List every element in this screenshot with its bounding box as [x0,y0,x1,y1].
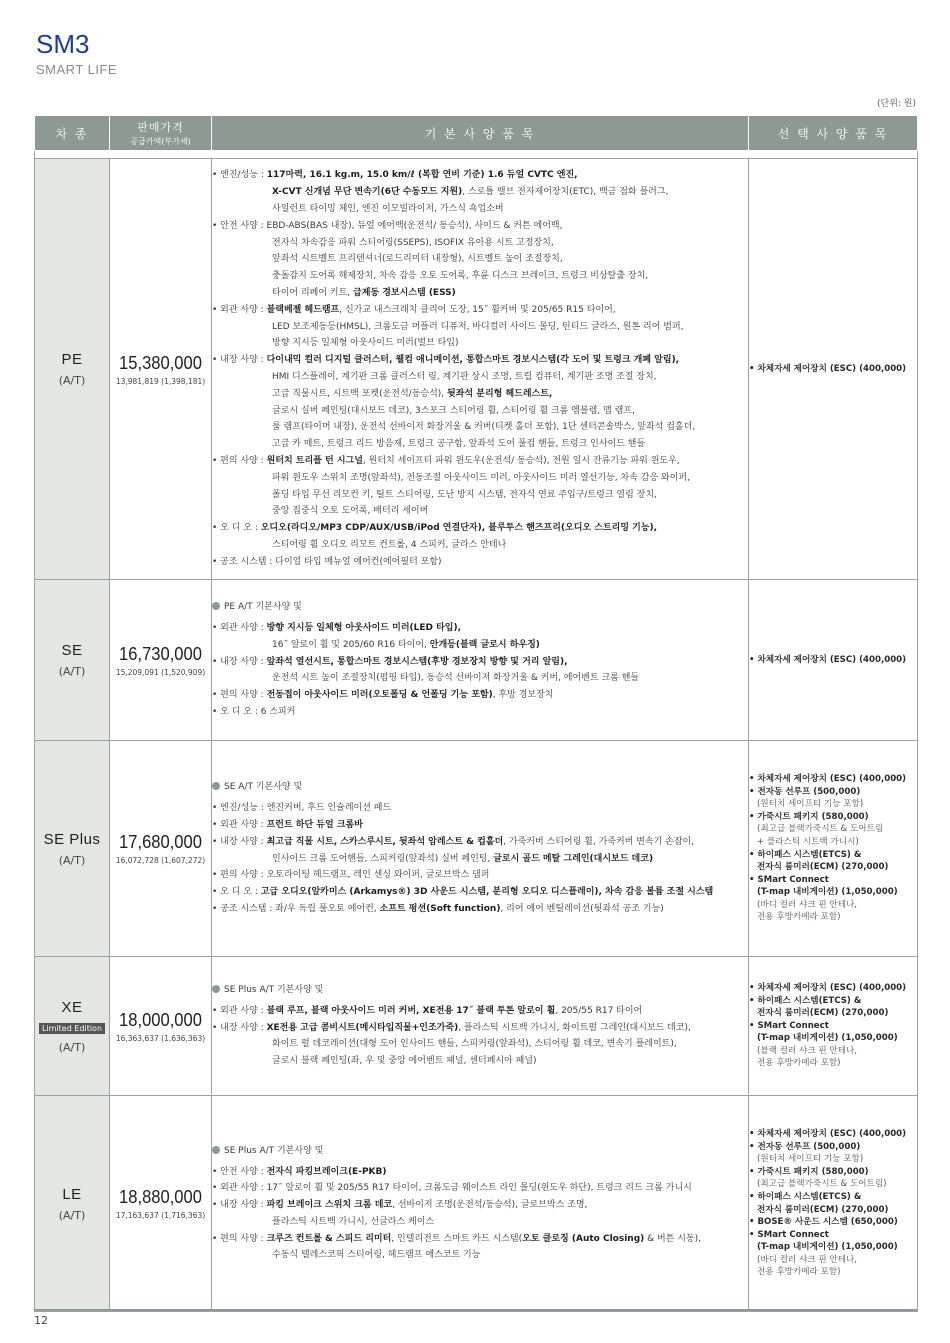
basic-features-cell [212,1096,749,1312]
feature-text: , 선바이저 조명(운전석/동승석), 글로브박스 조명, [392,1200,588,1211]
base-spec-intro-text: SE A/T 기본사양 및 [224,782,303,793]
table-row [35,580,918,741]
feature-line [212,369,748,386]
option-item: (T-map 내비게이션) (1,050,000) [757,1242,898,1253]
feature-text: • 내장 사양 : [212,836,267,847]
feature-text: • 편의 사양 : [212,1233,267,1244]
option-item: • 전자동 선루프 (500,000) [749,1141,861,1152]
base-spec-intro-text: SE Plus A/T 기본사양 및 [224,985,324,995]
feature-text: , 후방 경보장치 [492,690,554,701]
option-item: • 가죽시트 패키지 (580,000) [749,1166,869,1177]
option-item: (원터치 세이프티 기능 포함) [757,1154,864,1165]
feature-line [212,620,748,637]
price-spec-table [34,115,918,1312]
sale-price: 18,000,000 [119,1009,202,1030]
feature-line [212,319,748,336]
feature-text: 타이어 리페어 키트, [272,288,353,299]
header-optional-features: 선 택 사 양 품 목 [749,116,918,151]
feature-text: 전동접이 아웃사이드 미러(오토폴딩 & 언폴딩 기능 포함) [266,690,493,701]
feature-line [212,817,748,834]
option-item: 전용 후방카메라 포함) [757,1058,841,1069]
option-item: • 차체자세 제어장치 (ESC) (400,000) [749,1128,907,1139]
basic-features-cell [212,957,749,1096]
feature-line [212,251,748,268]
price-cell [110,580,212,741]
feature-text: 블랙베젤 헤드램프 [266,304,340,315]
trim-name: SE Plus [43,830,101,848]
feature-text: XE전용 고급 콤비시트(메시타입직물+인조가죽) [266,1022,459,1033]
feature-line [212,537,748,554]
feature-text: 플라스틱 시트백 가니시, 선글라스 케이스 [272,1216,435,1227]
feature-text: • 안전 사양 : EBD-ABS(BAS 내장), 듀얼 에어백(운전석/ 동승석), 사이드 & 커튼 에어백, [212,220,563,231]
feature-text: • 내장 사양 : [212,355,267,366]
trim-cell [35,741,110,957]
option-item: • BOSE® 사운드 시스템 (650,000) [749,1217,898,1228]
feature-line [212,453,748,470]
feature-text: 소프트 펑션(Soft function) [379,903,501,914]
model-subtitle: SMART LIFE [36,62,118,77]
header-price: 판매가격 공급가액(부가세) [110,116,212,151]
header-basic-features: 기 본 사 양 품 목 [212,116,749,151]
option-item: (T-map 내비게이션) (1,050,000) [757,1033,898,1044]
feature-text: HMI 디스플레이, 계기판 크롬 클러스터 링, 계기판 상시 조명, 트립 컴퓨터, 계기판 조명 조절 장치, [272,372,657,382]
feature-line [212,167,748,184]
option-item: • 차체자세 제어장치 (ESC) (400,000) [749,363,907,374]
feature-text: 수동식 텔레스코픽 스티어링, 헤드램프 에스코트 기능 [272,1250,481,1261]
option-item: • 차체자세 제어장치 (ESC) (400,000) [749,773,907,784]
option-item: 전자식 룸미러(ECM) (270,000) [757,1204,889,1215]
feature-text: 블랙 루프, 블랙 아웃사이드 미러 커버, XE전용 17˝ 블랙 투톤 알로이 휠 [266,1005,556,1016]
brand-header [36,30,117,77]
feature-line [212,1214,748,1231]
feature-line [212,235,748,252]
limited-edition-badge: Limited Edition [39,1023,105,1034]
basic-features-cell [212,580,749,741]
supply-price: 16,363,637 (1,636,363) [115,1033,206,1043]
feature-line [212,1247,748,1264]
sale-price: 18,880,000 [119,1187,202,1207]
feature-line [212,867,748,884]
feature-text: 뒷좌석 분리형 헤드레스트, [447,388,553,399]
option-item: • SMart Connect [749,1020,829,1031]
feature-text: 오토 클로징 (Auto Closing) [522,1233,645,1244]
feature-text: 고급 카 매트, 트렁크 리드 방음재, 트렁크 공구함, 앞좌석 도어 풀컵 핸들, 트렁크 인사이드 핸들 [272,439,646,450]
feature-text: 16˝ 알로이 휠 및 205/60 R16 타이어, [272,639,430,650]
feature-text: , 플라스틱 시트백 가니시, 화이트펄 그레인(대시보드 데코), [458,1022,691,1033]
feature-line [212,436,748,453]
bottom-rule [34,1309,917,1311]
feature-text: 고급 직물시트, 시트백 포켓(운전석/동승석), [272,388,448,399]
feature-line [212,1180,748,1197]
sale-price: 15,380,000 [119,352,202,373]
base-spec-intro [212,1143,748,1160]
feature-text: 글로시 블랙 페인팅(좌, 우 및 중앙 에어벤트 패널, 센터페시아 패널) [272,1056,537,1067]
feature-text: 크루즈 컨트롤 & 스피드 리미터 [266,1233,392,1244]
feature-text: 전자식 차속감응 파워 스티어링(SSEPS), ISOFIX 유아용 시트 고정장치, [272,237,554,248]
table-header-row [35,116,918,151]
optional-features-cell [749,159,918,580]
feature-text: 스티어링 휠 오디오 리모트 컨트롤, 4 스피커, 글라스 안테나 [272,539,507,550]
feature-text: • 내장 사양 : [212,1200,267,1211]
feature-text: 글로시 실버 페인팅(대시보드 데코), 3스포크 스티어링 휠, 스티어링 휠 크롬 엠블렘, 맵 램프, [272,405,635,416]
feature-line [212,1231,748,1248]
feature-line [212,670,748,687]
model-title: SM3 [36,29,90,59]
transmission-label: (A/T) [58,853,86,867]
optional-features-cell [749,1096,918,1312]
table-row [35,1096,918,1312]
supply-price: 13,981,819 (1,398,181) [115,376,206,386]
feature-text: 방향 지시등 일체형 아웃사이드 미러(벌브 타입) [272,338,459,349]
feature-line [212,419,748,436]
feature-text: • 외관 사양 : [212,1005,267,1016]
price-cell [110,159,212,580]
option-item: 전용 후방카메라 포함) [757,1267,841,1278]
unit-note: (단위: 원) [877,99,916,109]
option-item: • SMart Connect [749,1229,829,1240]
feature-line [212,884,748,901]
feature-text: • 편의 사양 : [212,690,267,701]
feature-line [212,1197,748,1214]
feature-text: • 외관 사양 : [212,623,267,633]
base-spec-intro-text: SE Plus A/T 기본사양 및 [224,1145,324,1156]
sale-price: 16,730,000 [119,643,202,664]
feature-text: , 신가교 내스크래치 클리어 도장, 15˝ 휠커버 및 205/65 R15 타이어, [339,304,616,315]
feature-text: 안개등(블랙 글로시 하우징) [429,639,540,650]
feature-text: 최고급 직물 시트, 스카스루시트, 뒷좌석 암레스트 & 컵홀더 [266,836,504,847]
trim-cell [35,159,110,580]
feature-text: , 인텔리전트 스마트 카드 시스템( [391,1233,523,1244]
feature-text: 화이트 펄 데코레이션(대형 도어 인사이드 핸들, 스피커링(앞좌석), 스티어링 휠 데코, 변속기 플레이트), [272,1039,677,1050]
trim-name: XE [61,998,83,1016]
basic-features-cell [212,741,749,957]
table-row [35,741,918,957]
feature-line [212,403,748,420]
feature-line [212,687,748,704]
feature-text: 중앙 집중식 오토 도어록, 배터리 세이버 [272,506,429,517]
feature-text: • 공조 시스템 : 좌/우 독립 풀오토 에어컨, [212,903,380,914]
feature-text: X-CVT 신개념 무단 변속기(6단 수동모드 지원) [272,187,463,198]
price-cell [110,741,212,957]
trim-name: LE [62,1185,82,1203]
feature-line [212,1003,748,1020]
feature-text: 룸 램프(타이머 내장), 운전석 선바이저 화장거울 & 커버(티켓 홀더 포함), 1단 센터콘솔박스, 앞좌석 컵홀더, [272,422,696,433]
feature-text: • 외관 사양 : [212,304,267,315]
transmission-label: (A/T) [58,1040,86,1054]
option-item: • SMart Connect [749,874,829,885]
trim-cell [35,1096,110,1312]
feature-text: 117마력, 16.1 kg.m, 15.0 km/ℓ (복합 연비 기준) 1.6 듀얼 CVTC 엔진, [266,170,578,181]
optional-features-cell [749,580,918,741]
feature-text: 앞좌석 열선시트, 통합스마트 경보시스템(후방 경보장치 방향 및 거리 알림), [266,656,568,667]
feature-text: , 원터치 세이프티 파워 윈도우(운전석/ 동승석), 전원 일시 잔류기능 파워 윈도우, [362,455,680,466]
feature-text: , 리어 에어 벤틸레이션(뒷좌석 공조 기능) [500,903,664,914]
feature-text: • 내장 사양 : [212,1022,267,1033]
feature-text: 인사이드 크롬 도어핸들, 스피커링(앞좌석) 실버 페인팅, [272,853,494,864]
feature-line [212,1020,748,1037]
feature-line [212,352,748,369]
trim-cell [35,580,110,741]
feature-text: • 오 디 오 : [212,523,261,534]
supply-price: 16,072,728 (1,607,272) [115,856,206,865]
feature-text: • 외관 사양 : [212,819,267,830]
header-trim: 차 종 [35,116,110,151]
table-row [35,159,918,580]
bullet-dot-icon [212,985,220,993]
feature-line [212,386,748,403]
feature-line [212,470,748,487]
feature-line [212,704,748,721]
optional-features-cell [749,957,918,1096]
price-cell [110,1096,212,1312]
feature-text: , 스로틀 밸브 전자제어장치(ETC), 백금 점화 플러그, [462,187,669,198]
feature-line [212,201,748,218]
feature-text: 파워 윈도우 스위치 조명(앞좌석), 전동조절 아웃사이드 미러, 아웃사이드 미러 열선기능, 차속 감응 와이퍼, [272,472,690,483]
optional-features-cell [749,741,918,957]
feature-text: 앞좌석 시트벨트 프리텐셔너(로드리미터 내장형), 시트벨트 높이 조절장치, [272,254,563,265]
feature-line [212,637,748,654]
feature-text: • 편의 사양 : [212,455,267,466]
bullet-dot-icon [212,782,220,790]
feature-text: 고급 오디오(알카미스 (Arkamys®) 3D 사운드 시스템, 분리형 오디오 디스플레이), 차속 감응 볼륨 조절 시스템 [260,887,714,898]
feature-text: 방향 지시등 일체형 아웃사이드 미러(LED 타입), [266,623,462,633]
transmission-label: (A/T) [58,374,86,387]
feature-text: 오디오(라디오/MP3 CDP/AUX/USB/iPod 연결단자), 블루투스 핸즈프리(오디오 스트리밍 기능), [260,523,658,534]
price-cell [110,957,212,1096]
feature-text: 운전석 시트 높이 조절장치(펌핑 타입), 동승석 선바이저 화장거울 & 커버, 에어벤트 크롬 핸들 [272,673,640,684]
transmission-label: (A/T) [58,1208,86,1222]
feature-line [212,554,748,571]
feature-text: 폴딩 타입 무선 리모컨 키, 틸트 스티어링, 도난 방지 시스템, 전자식 연료 주입구/트렁크 열림 장치, [272,489,657,500]
feature-text: • 외관 사양 : 17˝ 알로이 휠 및 205/55 R17 타이어, 크롬도금 웨이스트 라인 몰딩(윈도우 하단), 트렁크 리드 크롬 가니시 [212,1183,692,1194]
trim-cell [35,957,110,1096]
option-item: + 플라스틱 시트백 가니시) [757,836,859,847]
bullet-dot-icon [212,1146,220,1154]
sale-price: 17,680,000 [119,832,202,852]
feature-text: 프런트 하단 듀얼 크롬바 [266,819,363,830]
feature-text: • 편의 사양 : 오토라이팅 헤드램프, 레인 센싱 와이퍼, 글로브박스 댐퍼 [212,870,490,881]
feature-line [212,654,748,671]
trim-name: SE [61,642,83,659]
base-spec-intro-text: PE A/T 기본사양 및 [224,602,302,613]
table-row [35,957,918,1096]
feature-line [212,285,748,302]
feature-line [212,834,748,851]
option-item: (최고급 블랙가죽시트 & 도어트림) [757,1179,887,1190]
option-item: • 하이패스 시스템(ETCS) & [749,995,862,1006]
option-item: (바디 컬러 샤크 핀 안테나, [757,1254,858,1265]
base-spec-intro [212,982,748,999]
feature-line [212,268,748,285]
option-item: • 하이패스 시스템(ETCS) & [749,849,862,860]
feature-text: 충돌감지 도어록 해제장치, 차속 감응 오토 도어록, 후륜 디스크 브레이크, 트렁크 비상탈출 장치, [272,271,649,282]
feature-line [212,487,748,504]
supply-price: 15,209,091 (1,520,909) [115,667,206,677]
transmission-label: (A/T) [58,665,86,678]
option-item: (최고급 블랙가죽시트 & 도어트림 [757,824,884,835]
feature-text: 사일런트 타이밍 체인, 엔진 이모빌라이저, 가스식 쇽업소버 [272,204,504,215]
feature-line [212,800,748,817]
feature-line [212,901,748,918]
supply-price: 17,163,637 (1,716,363) [115,1211,206,1220]
option-item: (원터치 세이프티 기능 포함) [757,799,864,810]
option-item: 전용 후방카메라 포함) [757,912,841,923]
option-item: • 차체자세 제어장치 (ESC) (400,000) [749,982,907,993]
bullet-dot-icon [212,602,220,610]
option-item: (T-map 내비게이션) (1,050,000) [757,887,898,898]
option-item: (바디 컬러 샤크 핀 안테나, [757,899,858,910]
feature-text: • 공조 시스템 : 다이얼 타입 매뉴얼 에어컨(에어필터 포함) [212,556,442,567]
feature-text: • 오 디 오 : [212,887,261,898]
option-item: (블랙 컬러 샤크 핀 안테나, [757,1045,858,1056]
base-spec-intro [212,599,748,616]
base-spec-intro [212,779,748,796]
feature-line [212,1036,748,1053]
feature-text: • 오 디 오 : 6 스피커 [212,706,296,717]
feature-text: • 내장 사양 : [212,656,267,667]
option-item: • 차체자세 제어장치 (ESC) (400,000) [749,654,907,665]
option-item: • 전자동 선루프 (500,000) [749,786,861,797]
feature-line [212,218,748,235]
feature-line [212,1053,748,1070]
feature-text: 급제동 경보시스템 (ESS) [353,288,456,299]
feature-line [212,851,748,868]
feature-text: LED 보조제동등(HMSL), 크롬도금 머플러 디퓨저, 바디컬러 사이드 몰딩, 틴티드 글라스, 원톤 리어 범퍼, [272,321,684,332]
feature-line [212,184,748,201]
feature-line [212,520,748,537]
feature-text: & 버튼 시동), [644,1233,701,1244]
feature-line [212,335,748,352]
feature-text: • 엔진/성능 : 엔진커버, 후드 인슐레이션 패드 [212,803,392,814]
feature-text: 파킹 브레이크 스위치 크롬 데코 [266,1200,393,1211]
feature-line [212,503,748,520]
feature-text: 다이내믹 컬러 디지털 클러스터, 웰컴 애니메이션, 통합스마트 경보시스템(각 도어 및 트렁크 개폐 알림), [266,355,680,366]
option-item: • 가죽시트 패키지 (580,000) [749,811,869,822]
feature-text: • 엔진/성능 : [212,170,267,181]
feature-text: 원터치 트리플 턴 시그널 [266,455,363,466]
option-item: • 하이패스 시스템(ETCS) & [749,1191,862,1202]
feature-text: , 가죽커버 스티어링 휠, 가죽커버 변속기 손잡이, [503,836,695,847]
page-number: 12 [34,1314,48,1327]
basic-features-cell [212,159,749,580]
feature-line [212,1164,748,1181]
trim-name: PE [61,351,83,368]
feature-text: 글로시 골드 메탈 그레인(대시보드 데코) [493,853,654,864]
feature-text: , 205/55 R17 타이어 [555,1005,643,1016]
option-item: 전자식 룸미러(ECM) (270,000) [757,862,889,873]
feature-line [212,302,748,319]
feature-text: • 안전 사양 : [212,1166,267,1177]
feature-text: 전자식 파킹브레이크(E-PKB) [266,1166,387,1177]
option-item: 전자식 룸미러(ECM) (270,000) [757,1008,889,1019]
